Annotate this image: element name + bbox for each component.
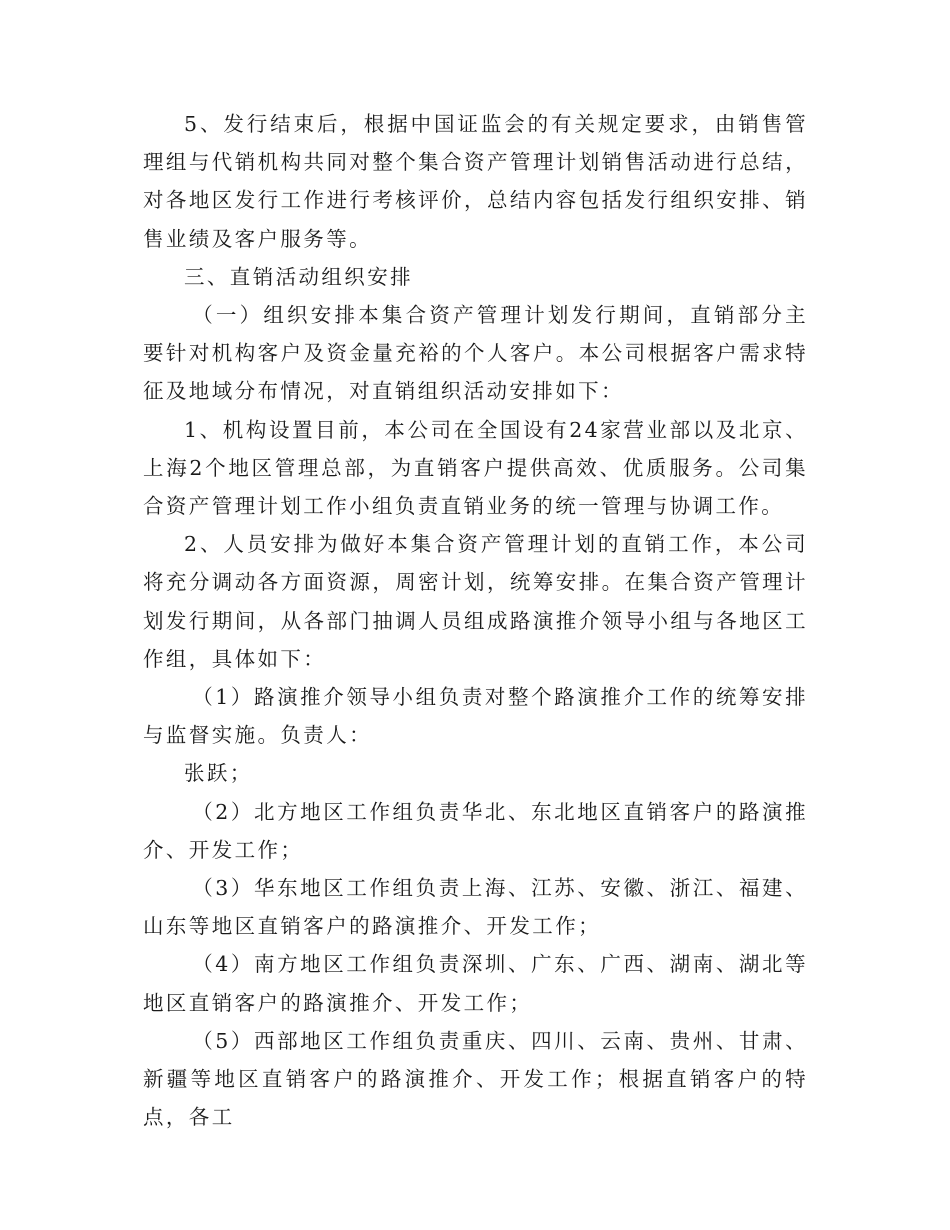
- paragraph-personnel-arrangement: 2、人员安排为做好本集合资产管理计划的直销工作，本公司将充分调动各方面资源，周密计划，统筹安排。在集合资产管理计划发行期间，从各部门抽调人员组成路演推介领导小组与各地区工作组，具体如下：: [143, 532, 808, 671]
- paragraph-responsible-person: 张跃；: [184, 761, 253, 786]
- document-body: [143, 105, 808, 1136]
- list-item-east-region: （3）华东地区工作组负责上海、江苏、安徽、浙江、福建、山东等地区直销客户的路演推介、开发工作；: [143, 876, 808, 939]
- list-item-south-region: （4）南方地区工作组负责深圳、广东、广西、湖南、湖北等地区直销客户的路演推介、开发工作；: [143, 952, 808, 1015]
- section-heading-direct-sales: 三、直销活动组织安排: [184, 264, 413, 289]
- list-item-leadership-group: （1）路演推介领导小组负责对整个路演推介工作的统筹安排与监督实施。负责人：: [143, 685, 808, 748]
- paragraph-organization-arrangement: （一）组织安排本集合资产管理计划发行期间，直销部分主要针对机构客户及资金量充裕的个人客户。本公司根据客户需求特征及地域分布情况，对直销组织活动安排如下：: [143, 303, 808, 404]
- list-item-north-region: （2）北方地区工作组负责华北、东北地区直销客户的路演推介、开发工作；: [143, 799, 808, 862]
- list-item-west-region: （5）西部地区工作组负责重庆、四川、云南、贵州、甘肃、新疆等地区直销客户的路演推介、开发工作；根据直销客户的特点，各工: [143, 1028, 808, 1130]
- paragraph-issuance-summary: 5、发行结束后，根据中国证监会的有关规定要求，由销售管理组与代销机构共同对整个集合资产管理计划销售活动进行总结，对各地区发行工作进行考核评价，总结内容包括发行组织安排、销售业绩及客户服务等。: [143, 112, 808, 251]
- paragraph-institution-setup: 1、机构设置目前，本公司在全国设有24家营业部以及北京、上海2个地区管理总部，为直销客户提供高效、优质服务。公司集合资产管理计划工作小组负责直销业务的统一管理与协调工作。: [143, 417, 808, 519]
